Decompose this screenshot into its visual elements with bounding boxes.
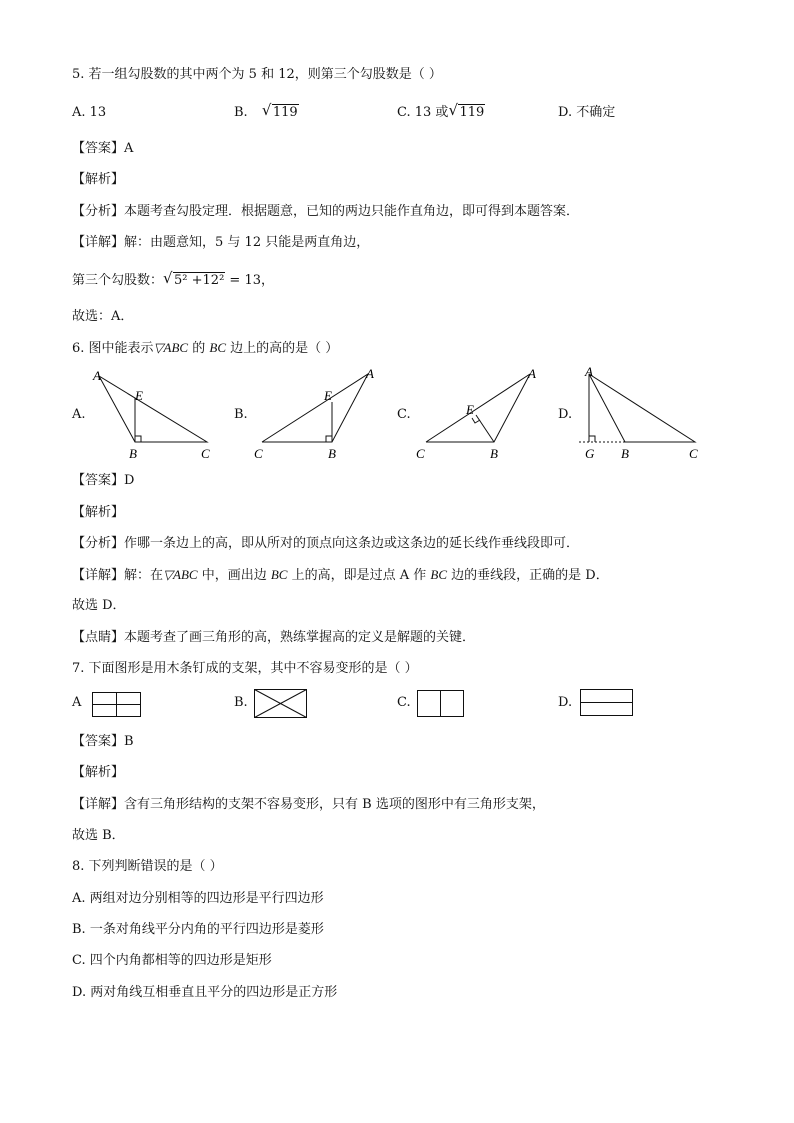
fig-b-pt-a: A — [366, 366, 374, 381]
q6-answer: 【答案】D — [72, 473, 135, 488]
q7-option-b-label: B. — [234, 695, 248, 710]
q6-choose: 故选 D． — [72, 598, 126, 613]
q6-stem: 6. 图中能表示▽ABC 的 BC 边上的高的是（ ） — [72, 340, 339, 356]
q6-dianjing: 【点睛】本题考查了画三角形的高，熟练掌握高的定义是解题的关键． — [72, 630, 476, 645]
q7-frame-a — [90, 690, 144, 720]
q7-frame-d — [579, 688, 635, 720]
q7-detail: 【详解】含有三角形结构的支架不容易变形，只有 B 选项的图形中有三角形支架， — [72, 797, 545, 812]
q7-option-c-label: C. — [397, 695, 411, 710]
q6-figure-b — [248, 362, 388, 462]
q8-option-b: B. 一条对角线平分内角的平行四边形是菱形 — [72, 922, 324, 937]
q8-option-d: D. 两对角线互相垂直且平分的四边形是正方形 — [72, 985, 338, 1000]
q6-figure-d — [575, 362, 715, 462]
q5-option-a: A. 13 — [72, 105, 107, 120]
q6-fig-a-label: A. — [72, 407, 86, 422]
fig-a-pt-e: E — [135, 388, 143, 403]
q7-frame-c — [416, 689, 466, 719]
fig-c-pt-c: C — [416, 446, 425, 461]
fig-d-pt-a: A — [585, 364, 593, 379]
q5-option-d: D. 不确定 — [558, 105, 616, 120]
q6-fig-d-label: D. — [558, 407, 573, 422]
q7-frame-b — [253, 688, 309, 720]
sqrt-expression: √ 5² +12² — [163, 269, 225, 288]
q5-choose: 故选：A． — [72, 309, 134, 324]
q5-analysis-heading: 【解析】 — [72, 172, 125, 187]
fig-d-pt-g: G — [585, 446, 595, 461]
q8-stem: 8. 下列判断错误的是（ ） — [72, 859, 223, 874]
q5-option-b — [234, 101, 299, 122]
q5-option-b-label: B. — [234, 105, 248, 120]
q7-stem: 7. 下面图形是用木条钉成的支架，其中不容易变形的是（ ） — [72, 661, 418, 676]
q6-figure-a — [85, 362, 225, 462]
q7-choose: 故选 B． — [72, 828, 125, 843]
q6-fenxi: 【分析】作哪一条边上的高，即从所对的顶点向这条边或这条边的延长线作垂线段即可． — [72, 536, 580, 551]
q8-option-c: C. 四个内角都相等的四边形是矩形 — [72, 953, 272, 968]
fig-b-pt-e: E — [324, 388, 332, 403]
q8-option-a: A. 两组对边分别相等的四边形是平行四边形 — [72, 891, 324, 906]
q6-figure-c — [412, 362, 552, 462]
fig-b-pt-c: C — [254, 446, 263, 461]
fig-c-pt-b: B — [490, 446, 498, 461]
sqrt-119-c: √ 119 — [448, 101, 485, 120]
q5-detail: 【详解】解：由题意知，5 与 12 只能是两直角边， — [72, 235, 370, 250]
q7-option-a-label: A — [72, 695, 82, 710]
q7-answer: 【答案】B — [72, 734, 134, 749]
q7-analysis-heading: 【解析】 — [72, 765, 125, 780]
q5-answer: 【答案】A — [72, 141, 134, 156]
fig-a-pt-a: A — [93, 368, 101, 383]
fig-b-pt-b: B — [328, 446, 336, 461]
fig-d-pt-c: C — [689, 446, 698, 461]
q6-detail: 【详解】解：在▽ABC 中，画出边 BC 上的高，即是过点 A 作 BC 边的垂线段，正确的是 D． — [72, 567, 609, 583]
sqrt-119: √ 119 — [261, 101, 298, 120]
q6-fig-b-label: B. — [234, 407, 248, 422]
fig-d-pt-b: B — [621, 446, 629, 461]
q5-option-c-label: C. 13 或 — [397, 105, 449, 120]
fig-a-pt-b: B — [129, 446, 137, 461]
q5-stem: 5. 若一组勾股数的其中两个为 5 和 12，则第三个勾股数是（ ） — [72, 67, 442, 82]
q7-option-d-label: D. — [558, 695, 573, 710]
q6-analysis-heading: 【解析】 — [72, 505, 125, 520]
fig-c-pt-a: A — [528, 366, 536, 381]
q5-third-number: 第三个勾股数： √ 5² +12² = 13， — [72, 269, 274, 288]
q5-option-c — [397, 101, 485, 122]
q5-fenxi: 【分析】本题考查勾股定理．根据题意，已知的两边只能作直角边，即可得到本题答案． — [72, 204, 580, 219]
fig-c-pt-e: E — [466, 402, 474, 417]
fig-a-pt-c: C — [201, 446, 210, 461]
q6-fig-c-label: C. — [397, 407, 411, 422]
